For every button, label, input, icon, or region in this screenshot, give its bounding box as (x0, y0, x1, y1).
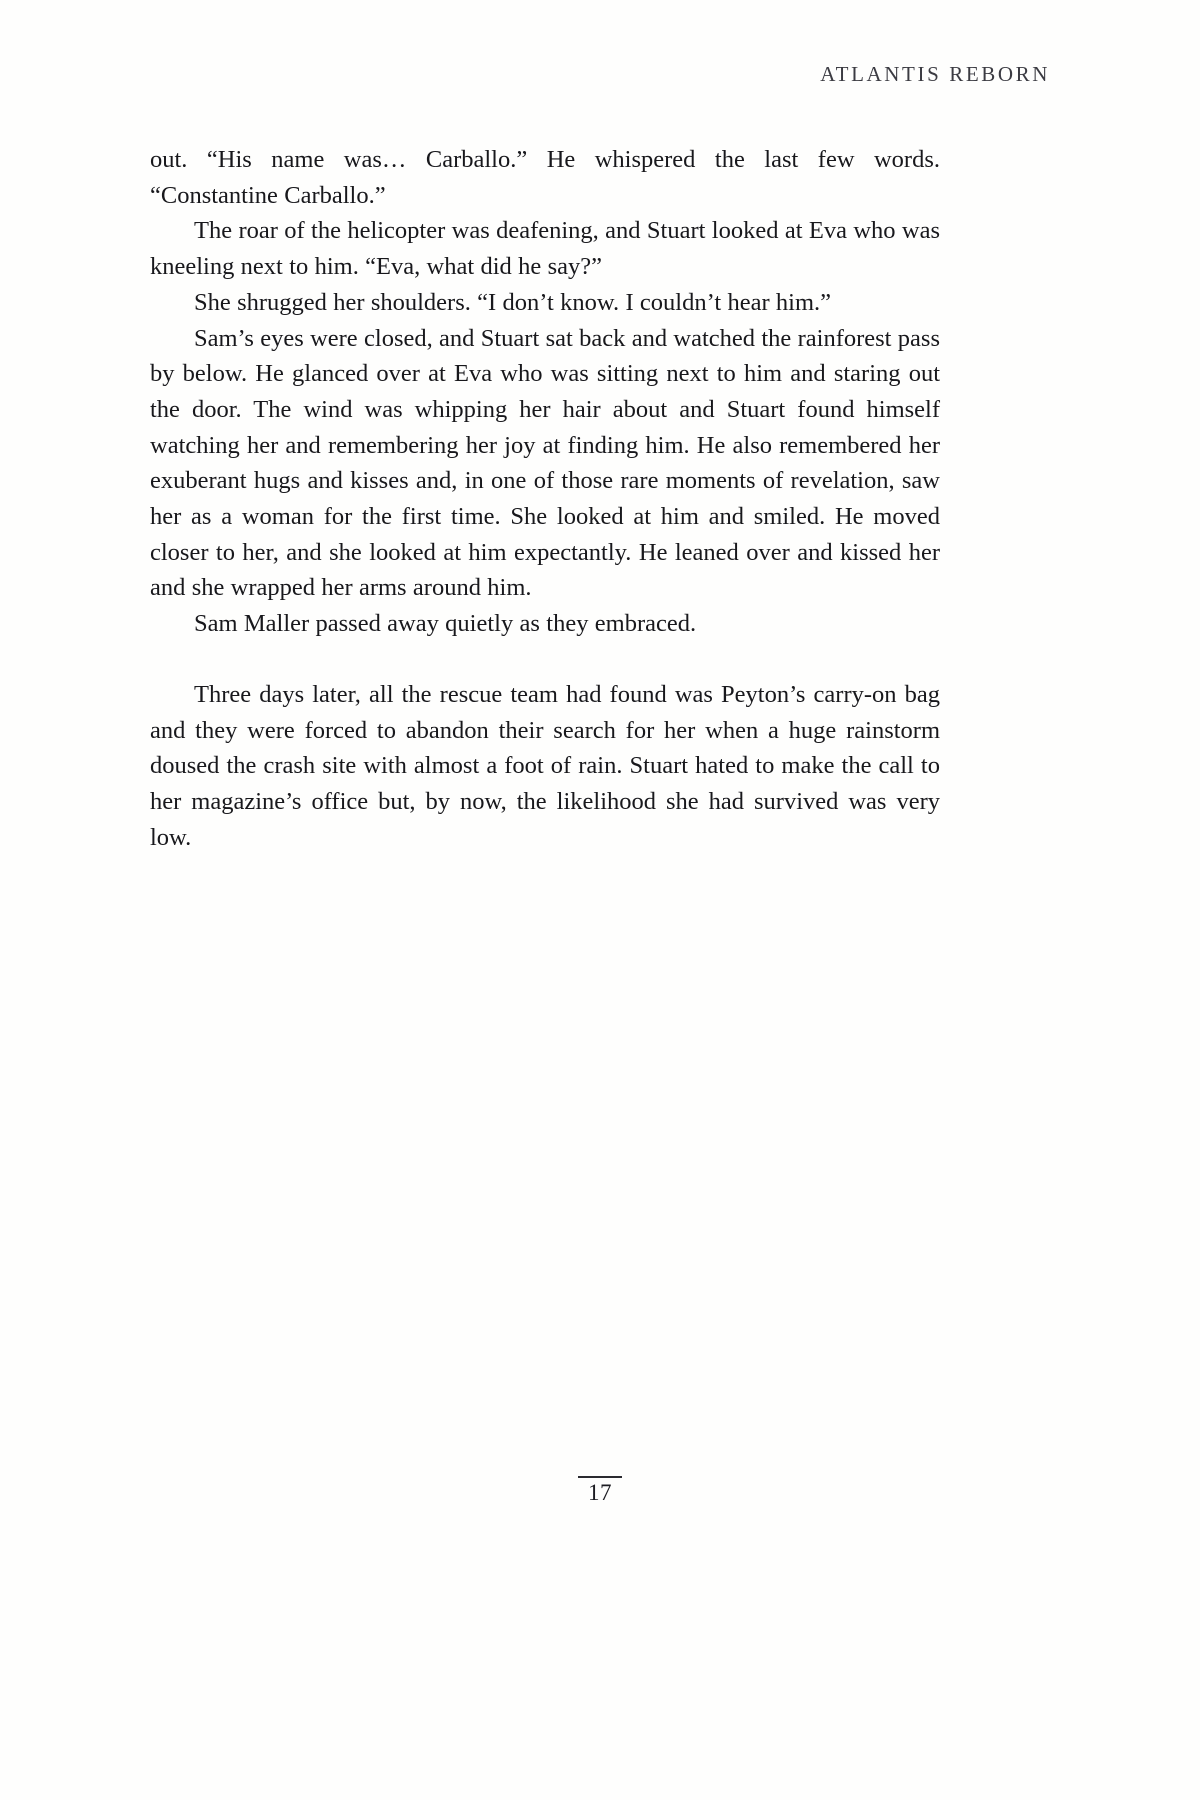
paragraph-4: Sam’s eyes were closed, and Stuart sat back and watched the rainforest pass by below. He glanced over at Eva who was sitting next to him and staring out the door. The wind was whipping her hair about and Stuart found himself watching her and remembering her joy at finding him. He also remembered her exuberant hugs and kisses and, in one of those rare moments of revelation, saw her as a woman for the first time. She looked at him and smiled. He moved closer to her, and she looked at him expectantly. He leaned over and kissed her and she wrapped her arms around him. (150, 324, 941, 602)
paragraph-3: She shrugged her shoulders. “I don’t know. I couldn’t hear him.” (194, 288, 832, 316)
paragraph-6: Three days later, all the rescue team had found was Peyton’s carry-on bag and they were forced to abandon their search for her when a huge rainstorm doused the crash site with almost a foot of rain. Stuart hated to make the call to her magazine’s office but, by now, the likelihood she had survived was very low. (150, 680, 940, 851)
page-number: 17 (588, 1480, 612, 1505)
running-head (150, 62, 1050, 102)
folio-rule (578, 1476, 622, 1478)
paragraph-spacer (150, 642, 940, 677)
paragraph-2: The roar of the helicopter was deafening, and Stuart looked at Eva who was kneeling next to him. “Eva, what did he say?” (150, 217, 940, 281)
paragraph-1: out. “His name was… Carballo.” He whispered the last few words. “Constantine Carballo.” (150, 146, 940, 209)
page-folio (0, 1476, 1200, 1504)
running-head-title: ATLANTIS REBORN (820, 62, 1050, 86)
body-text-block (150, 142, 940, 855)
paragraph-5: Sam Maller passed away quietly as they embraced. (194, 610, 697, 638)
